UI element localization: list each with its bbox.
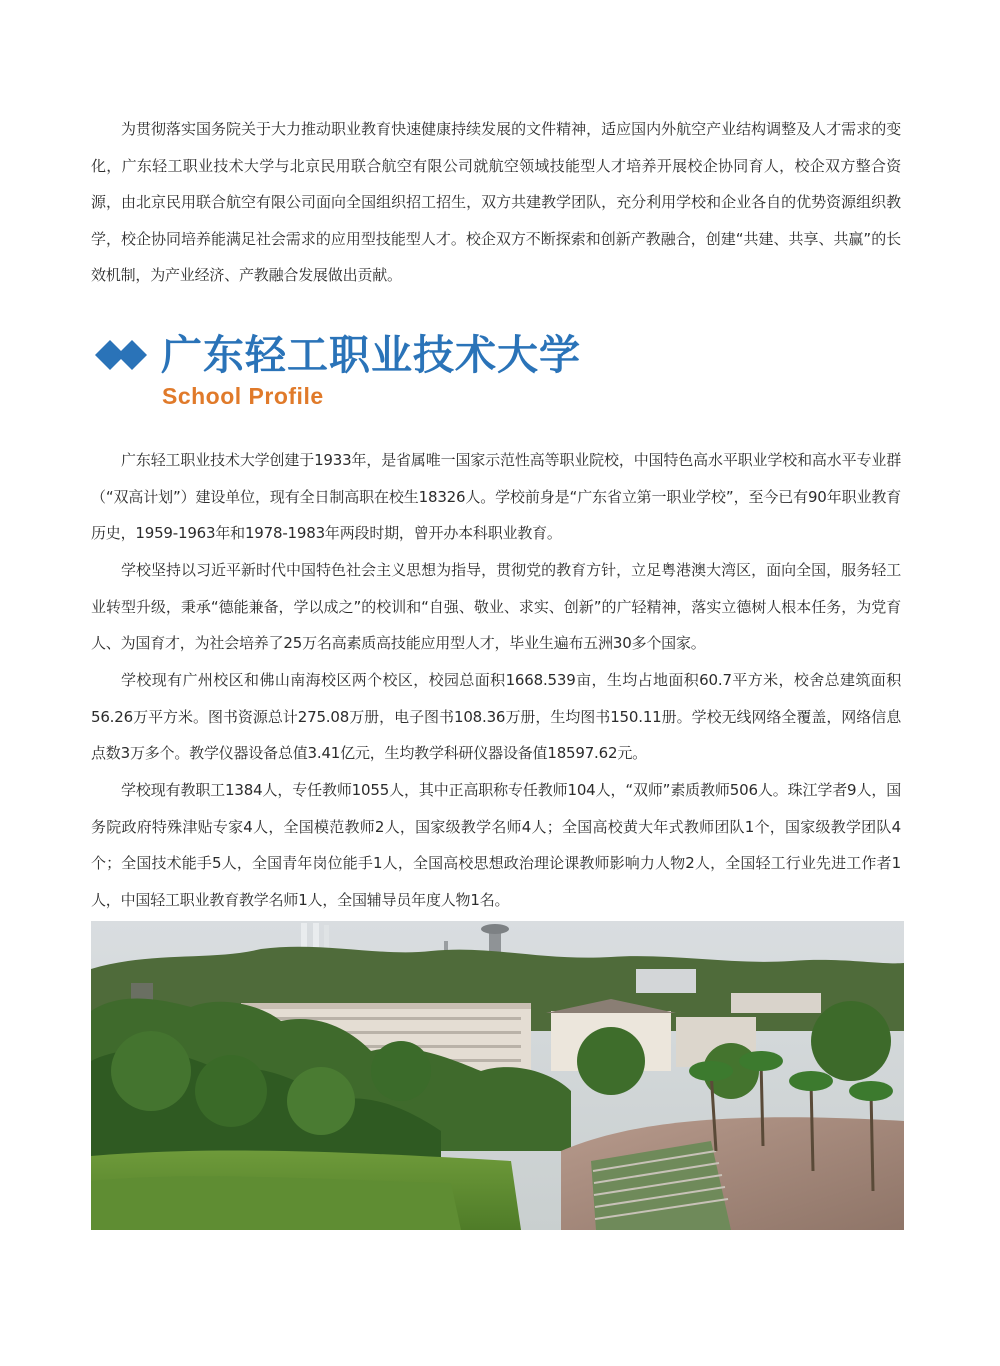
section-subtitle: School Profile: [162, 383, 324, 409]
profile-paragraph-history: 广东轻工职业技术大学创建于1933年，是省属唯一国家示范性高等职业院校，中国特色高水平职业学校和高水平专业群（“双高计划”）建设单位，现有全日制高职在校生18326人。学校前身是“广东省立第一职业学校”，至今已有90年职业教育历史，1959-1963年和1978-1983年两段时期，曾开办本科职业教育。: [91, 451, 901, 542]
double-diamond-icon: [95, 340, 157, 370]
section-heading: [95, 330, 915, 420]
profile-paragraph-campus: 学校现有广州校区和佛山南海校区两个校区，校园总面积1668.539亩，生均占地面积60.7平方米，校舍总建筑面积56.26万平方米。图书资源总计275.08万册，电子图书108.36万册，生均图书150.11册。学校无线网络全覆盖，网络信息点数3万多个。教学仪器设备总值3.41亿元，生均教学科研仪器设备值18597.62元。: [91, 671, 901, 762]
campus-photo: [91, 921, 904, 1230]
profile-paragraph-mission: 学校坚持以习近平新时代中国特色社会主义思想为指导，贯彻党的教育方针，立足粤港澳大湾区，面向全国，服务轻工业转型升级，秉承“德能兼备，学以成之”的校训和“自强、敬业、求实、创新”的广轻精神，落实立德树人根本任务，为党育人、为国育才，为社会培养了25万名高素质高技能应用型人才，毕业生遍布五洲30多个国家。: [91, 561, 901, 652]
profile-paragraph-staff: 学校现有教职工1384人，专任教师1055人，其中正高职称专任教师104人，“双师”素质教师506人。珠江学者9人，国务院政府特殊津贴专家4人，全国模范教师2人，国家级教学名师4人；全国高校黄大年式教师团队1个，国家级教学团队4个；全国技术能手5人，全国青年岗位能手1人，全国高校思想政治理论课教师影响力人物2人，全国轻工行业先进工作者1人，中国轻工职业教育教学名师1人，全国辅导员年度人物1名。: [91, 781, 901, 909]
intro-paragraph: 为贯彻落实国务院关于大力推动职业教育快速健康持续发展的文件精神，适应国内外航空产业结构调整及人才需求的变化，广东轻工职业技术大学与北京民用联合航空有限公司就航空领域技能型人才培养开展校企协同育人，校企双方整合资源，由北京民用联合航空有限公司面向全国组织招工招生，双方共建教学团队，充分利用学校和企业各自的优势资源组织教学，校企协同培养能满足社会需求的应用型技能型人才。校企双方不断探索和创新产教融合，创建“共建、共享、共赢”的长效机制，为产业经济、产教融合发展做出贡献。: [91, 120, 901, 284]
section-title: 广东轻工职业技术大学: [161, 331, 581, 379]
